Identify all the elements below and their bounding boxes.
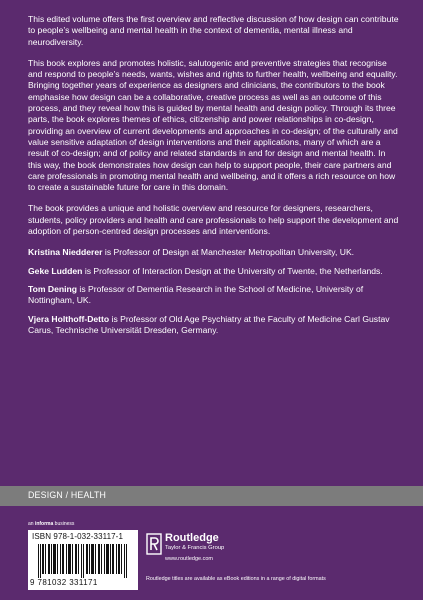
author-bio: [28, 247, 400, 258]
author-name: Kristina Niedderer: [28, 247, 103, 258]
blurb-paragraph-3: The book provides a unique and holistic overview and resource for designers, researchers, students, policy providers and health and care professionals to help support the development and adoption of person-centred design processes and interventions.: [28, 203, 399, 237]
author-description: is Professor of Interaction Design at the University of Twente, the Netherlands.: [82, 265, 383, 276]
informa-business-label: [28, 521, 74, 527]
author-description: is Professor of Design at Manchester Metropolitan University, UK.: [102, 247, 355, 258]
author-bio: [28, 284, 400, 307]
informa-suffix: business: [53, 521, 75, 527]
isbn-text: ISBN 978-1-032-33117-1: [32, 532, 123, 541]
barcode-panel: [28, 530, 138, 590]
category-label: DESIGN / HEALTH: [28, 490, 107, 500]
routledge-logo-icon: [146, 533, 162, 555]
barcode-icon: [38, 544, 130, 578]
author-name: Tom Dening: [28, 283, 78, 294]
barcode-number: 9 781032 331171: [30, 578, 98, 587]
author-description: is Professor of Old Age Psychiatry at the Faculty of Medicine Carl Gustav Carus, Technische Universität Dresden, Germany.: [28, 313, 390, 335]
blurb-paragraph-2: This book explores and promotes holistic, salutogenic and preventive strategies that recognise and respond to people’s needs, wants, wishes and rights to further health, wellbeing and equality. Bringing together years of experience as designers and clinicians, the contributors to the book emphasise how design can be a collaborative, creative process as well as an outcome of this process, and they reveal how this is guided by mental health and design policy. Through its three parts, the book explores themes of ethics, citizenship and power relationships in co-design, providing an overview of current developments and approaches in co-design; of the culturally and value sensitive adaptation of design interventions and their applications, many of which are a result of co-design; and of policy and related standards in and for design and mental health. In this way, the book demonstrates how design can help to support people, their care partners and care professionals in promoting mental health and wellbeing, and it offers a rich resource on how to create a sustainable future for care in this domain.: [28, 57, 398, 193]
back-cover-blurb: [28, 14, 400, 343]
author-name: Vjera Holthoff-Detto: [28, 313, 110, 324]
publisher-name: Routledge: [165, 532, 219, 544]
author-name: Geke Ludden: [28, 265, 83, 276]
informa-prefix: an: [28, 521, 35, 527]
author-bio: [28, 266, 400, 277]
informa-brand: informa: [34, 521, 54, 527]
author-description: is Professor of Dementia Research in the School of Medicine, University of Nottingham, UK.: [28, 283, 364, 306]
ebook-note: Routledge titles are available as eBook editions in a range of digital formats: [146, 576, 326, 582]
blurb-paragraph-1: This edited volume offers the first overview and reflective discussion of how design can contribute to people’s wellbeing and mental health in the context of dementia, mental illness and neurodiversity.: [28, 14, 399, 47]
publisher-url: www.routledge.com: [165, 556, 213, 562]
author-bio: [28, 314, 400, 337]
publisher-group: Taylor & Francis Group: [165, 545, 225, 551]
category-band: [0, 486, 423, 506]
